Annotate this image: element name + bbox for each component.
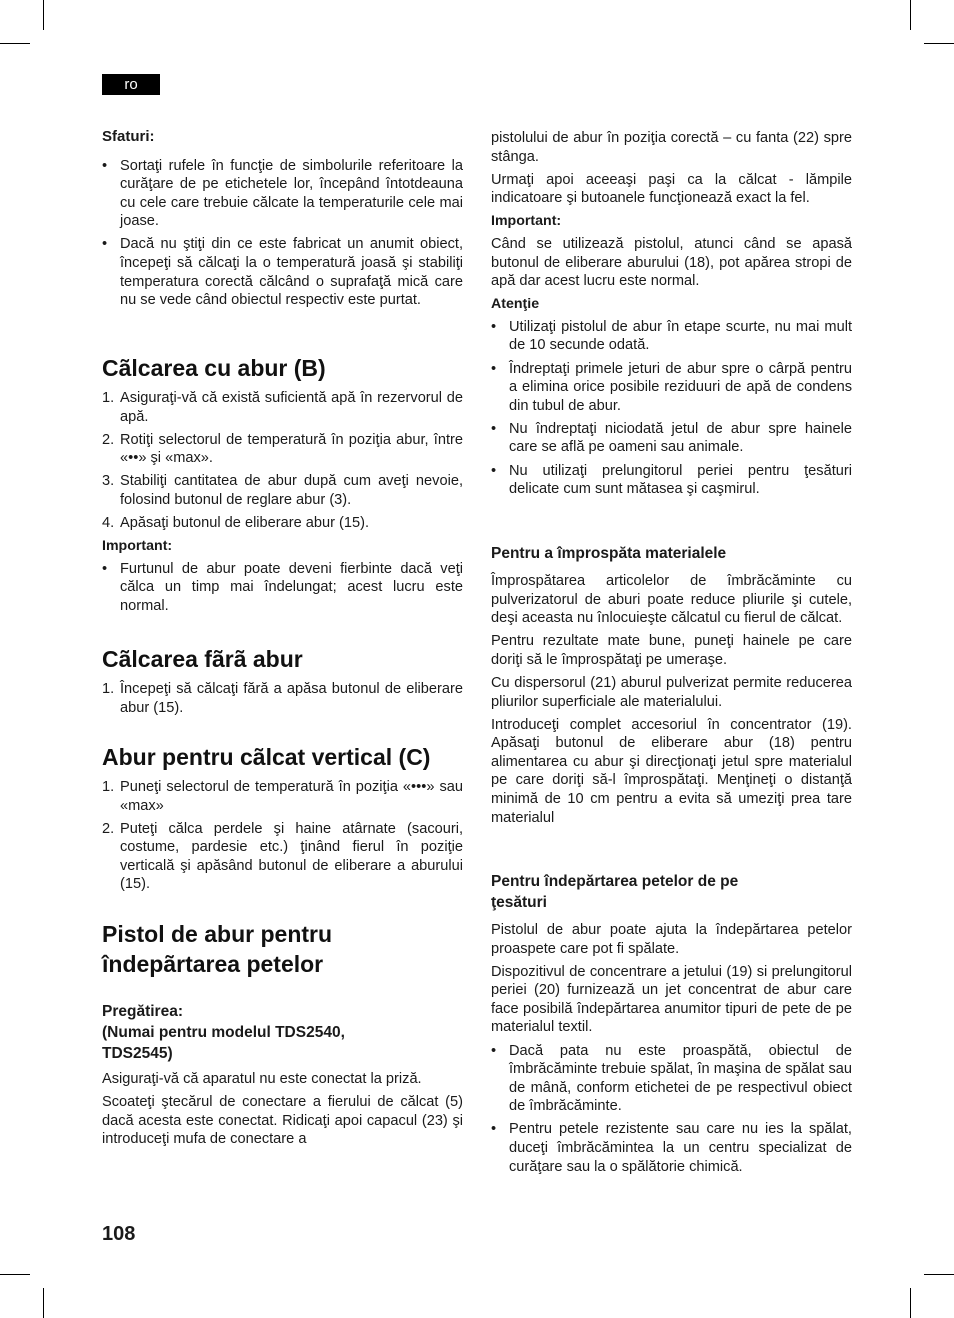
bullet-icon: •: [491, 1121, 497, 1138]
vertical-steam-section: [102, 742, 463, 899]
language-tab: ro: [102, 74, 160, 95]
list-item-text: Stabiliţi cantitatea de abur după cum aveţi nevoie, folosind butonul de reglare abur (3).: [120, 473, 463, 508]
paragraph: Pentru rezultate mate bune, puneţi hainele pe care doriţi să le împrospătaţi pe umeraşe.: [491, 633, 852, 668]
list-item: [491, 318, 852, 355]
crop-mark: [910, 1288, 911, 1318]
heading-line: Pentru îndepărtarea petelor de pe: [491, 873, 739, 890]
list-item: [102, 431, 463, 468]
section-title: [102, 919, 463, 979]
bullet-icon: •: [491, 462, 497, 479]
list-item-text: Utilizaţi pistolul de abur în etape scurte, nu mai mult de 10 secunde odată.: [509, 318, 852, 354]
list-item: [491, 360, 852, 416]
bullet-icon: •: [491, 318, 497, 335]
list-item-text: Îndreptaţi primele jeturi de abur spre o cârpă pentru a elimina orice posibile reziduuri de apă de condens din tubul de abur.: [509, 360, 852, 414]
step-number: 2.: [102, 431, 115, 448]
heading-line: (Numai pentru modelul TDS2540,: [102, 1024, 345, 1041]
paragraph: Dispozitivul de concentrare a jetului (19) si prelungitorul periei (20) furnizează un jet concentrat de abur care face posibilă îndepărtarea anumitor tipuri de pete de pe materialul textil.: [491, 963, 852, 1036]
paragraph: Când se utilizează pistolul, atunci când se apasă butonul de eliberare aburului (18), pot apărea stropi de apă dar acest lucru este normal.: [491, 235, 852, 290]
list-item-text: Nu utilizaţi prelungitorul periei pentru ţesături delicate cum sunt mătasea şi caşmirul.: [509, 462, 852, 498]
important-label: Important:: [491, 213, 562, 230]
list-item-text: Furtunul de abur poate deveni fierbinte dacă veţi călca un timp mai îndelungat; acest lucru este normal.: [120, 560, 463, 614]
steps-list: [102, 389, 463, 533]
page-number: 108: [102, 1223, 136, 1245]
tips-list: [102, 157, 463, 310]
list-item-text: Apăsaţi butonul de eliberare abur (15).: [120, 515, 370, 532]
paragraph: Asiguraţi-vă că aparatul nu este conectat la priză.: [102, 1071, 422, 1087]
crop-mark: [924, 43, 954, 44]
list-item: [102, 778, 463, 815]
list-item: [491, 462, 852, 499]
refresh-heading: Pentru a împrospăta materialele: [491, 545, 727, 562]
crop-mark: [0, 43, 30, 44]
step-number: 4.: [102, 515, 115, 532]
crop-mark: [0, 1274, 30, 1275]
list-item: [102, 560, 463, 616]
list-item: [102, 472, 463, 509]
dry-ironing-section: [102, 644, 463, 722]
step-number: 1.: [102, 390, 115, 406]
heading-line: TDS2545): [102, 1045, 173, 1062]
tips-heading: Sfaturi:: [102, 128, 155, 145]
list-item-text: Asiguraţi-vă că există suficientă apă în rezervorul de apă.: [120, 390, 463, 425]
paragraph: Pistolul de abur poate ajuta la îndepărtarea petelor proaspete care pot fi spălate.: [491, 922, 852, 957]
steam-gun-section: [102, 919, 463, 1153]
list-item: [102, 389, 463, 426]
section-title-line: îndepãrtarea petelor: [102, 951, 324, 977]
stains-list: [491, 1042, 852, 1177]
list-item: [491, 1042, 852, 1116]
important-label: Important:: [102, 538, 173, 555]
crop-mark: [910, 0, 911, 30]
bullet-icon: •: [102, 236, 108, 253]
list-item: [491, 420, 852, 457]
list-item-text: Sortaţi rufele în funcţie de simbolurile referitoare la curăţare de pe etichetele lor, începând întotdeauna cu cele care trebuie călcate la temperaturile cele mai joase.: [120, 157, 463, 230]
list-item-text: Dacă nu ştiţi din ce este fabricat un anumit obiect, începeţi să călcaţi la o temperatură joasă şi stabiliţi temperatura corectă călcând o suprafaţă mică care nu se vede când obiectul respectiv este purtat.: [120, 236, 463, 309]
crop-mark: [43, 1288, 44, 1318]
stains-section: [491, 871, 852, 1181]
bullet-icon: •: [102, 157, 108, 174]
list-item-text: Rotiţi selectorul de temperatură în poziţia abur, între «••» şi «max».: [120, 431, 463, 467]
bullet-icon: •: [491, 1042, 497, 1059]
notes-list: [102, 560, 463, 616]
paragraph: Scoateţi ştecărul de conectare a fierului de călcat (5) dacă acesta este conectat. Ridicaţi apoi capacul (23) şi introduceţi mufa de conectare a: [102, 1094, 463, 1148]
list-item: [491, 1120, 852, 1176]
list-item-text: Puteţi călca perdele şi haine atârnate (sacouri, costume, pardesie etc.) ţinând fierul în poziţie verticală şi apăsând butonul de eliberare a aburului (15).: [120, 820, 463, 893]
step-number: 1.: [102, 779, 115, 795]
section-title: Cãlcarea cu abur (B): [102, 355, 326, 381]
attention-label: Atenţie: [491, 296, 540, 313]
list-item: [102, 820, 463, 894]
paragraph: Împrospătarea articolelor de îmbrăcăminte cu pulverizatorul de aburi poate reduce pliurile şi cutele, deşi aceasta nu înlocuieşte călcatul cu fierul de călcat.: [491, 573, 852, 627]
list-item: [102, 680, 463, 717]
list-item-text: Începeţi să călcaţi fără a apăsa butonul de eliberare abur (15).: [120, 681, 463, 716]
heading-line: Pregătirea:: [102, 1003, 183, 1020]
bullet-icon: •: [102, 560, 108, 577]
bullet-icon: •: [491, 420, 497, 437]
list-item-text: Puneţi selectorul de temperatură în poziţia «•••» sau «max»: [120, 779, 463, 814]
paragraph: Introduceţi complet accesoriul în concentrator (19). Apăsaţi butonul de eliberare abur (18) pentru alimentarea cu abur şi direcţionaţi jetul spre materialul pe care doriţi să-l împrospătaţi. Menţineţi o distanţă minimă de 10 cm pentru a evita să umeziţi prea tare materialul: [491, 716, 852, 826]
list-item-text: Dacă pata nu este proaspătă, obiectul de îmbrăcăminte trebuie spălat, în maşina de spălat sau de mână, conform etichetei de pe respectivul obiect de îmbrăcăminte.: [509, 1042, 852, 1115]
paragraph: Cu dispersorul (21) aburul pulverizat permite reducerea pliurilor superficiale ale materialului.: [491, 674, 852, 710]
list-item: [102, 235, 463, 309]
section-title-line: Pistol de abur pentru: [102, 921, 333, 947]
list-item-text: Pentru petele rezistente sau care nu ies la spălat, duceţi îmbrăcămintea la un centru specializat de curăţare sau la o spălătorie chimică.: [509, 1121, 852, 1175]
steps-list: [102, 778, 463, 894]
bullet-icon: •: [491, 360, 497, 377]
preparation-heading: [102, 1001, 463, 1064]
section-title: Cãlcarea fãrã abur: [102, 646, 303, 672]
refresh-section: [491, 543, 852, 832]
list-item: [102, 514, 463, 533]
list-item: [102, 157, 463, 231]
steam-ironing-section: [102, 353, 463, 620]
heading-line: ţesături: [491, 894, 547, 911]
step-number: 2.: [102, 820, 115, 837]
steam-gun-continued: [491, 129, 852, 503]
section-title: Abur pentru cãlcat vertical (C): [102, 744, 431, 770]
tips-section: [102, 128, 463, 314]
paragraph: Urmaţi apoi aceeaşi paşi ca la călcat - lămpile indicatoare şi butoanele funcţionează exact la fel.: [491, 171, 852, 207]
warnings-list: [491, 318, 852, 499]
crop-mark: [924, 1274, 954, 1275]
paragraph: pistolului de abur în poziţia corectă – cu fanta (22) spre stânga.: [491, 130, 852, 165]
crop-mark: [43, 0, 44, 30]
step-number: 3.: [102, 473, 115, 490]
step-number: 1.: [102, 681, 115, 697]
stains-heading: [491, 871, 852, 913]
steps-list: [102, 680, 463, 717]
list-item-text: Nu îndreptaţi niciodată jetul de abur spre hainele care se află pe oameni sau animale.: [509, 420, 852, 456]
